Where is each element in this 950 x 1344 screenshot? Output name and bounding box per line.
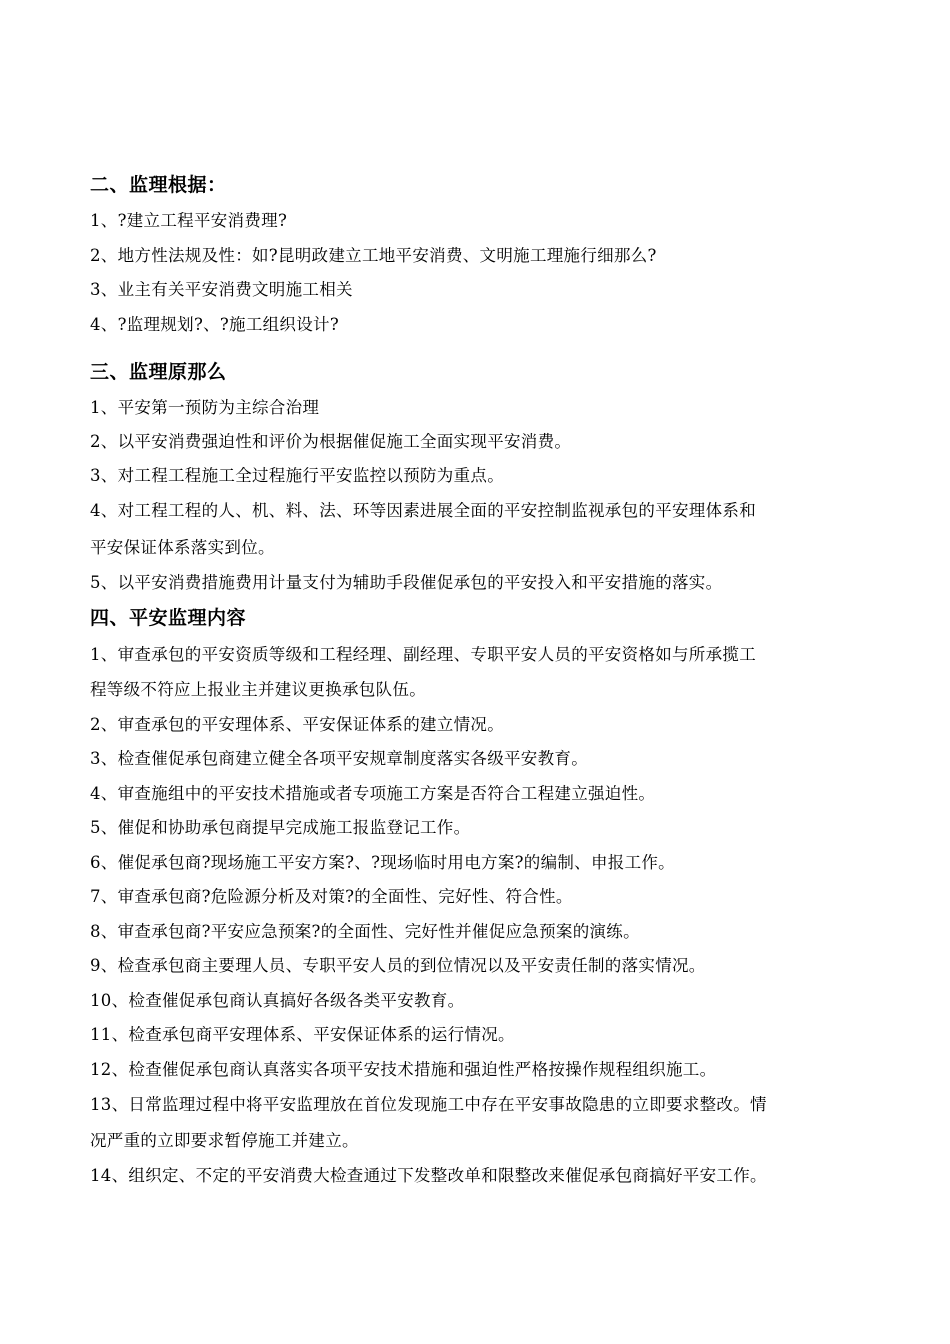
content-item-11: 11、检查承包商平安理体系、平安保证体系的运行情况。 bbox=[90, 1025, 515, 1044]
principle-item-2: 2、以平安消费强迫性和评价为根据催促施工全面实现平安消费。 bbox=[90, 432, 572, 451]
basis-item-2: 2、地方性法规及性：如?昆明政建立工地平安消费、文明施工理施行细那么? bbox=[90, 246, 657, 265]
content-item-7: 7、审查承包商?危险源分析及对策?的全面性、完好性、符合性。 bbox=[90, 887, 573, 906]
content-item-1: 1、审查承包的平安资质等级和工程经理、副经理、专职平安人员的平安资格如与所承揽工 bbox=[90, 645, 756, 664]
content-item-5: 5、催促和协助承包商提早完成施工报监登记工作。 bbox=[90, 818, 471, 837]
content-item-6: 6、催促承包商?现场施工平安方案?、?现场临时用电方案?的编制、申报工作。 bbox=[90, 853, 675, 872]
basis-item-1: 1、?建立工程平安消费理? bbox=[90, 211, 288, 230]
principle-item-3: 3、对工程工程施工全过程施行平安监控以预防为重点。 bbox=[90, 466, 504, 485]
basis-item-4: 4、?监理规划?、?施工组织设计? bbox=[90, 315, 339, 334]
section-heading-basis: 二、监理根据： bbox=[90, 174, 227, 196]
content-item-3: 3、检查催促承包商建立健全各项平安规章制度落实各级平安教育。 bbox=[90, 749, 588, 768]
content-item-8: 8、审查承包商?平安应急预案?的全面性、完好性并催促应急预案的演练。 bbox=[90, 922, 640, 941]
content-item-4: 4、审查施组中的平安技术措施或者专项施工方案是否符合工程建立强迫性。 bbox=[90, 784, 656, 803]
content-item-13-cont: 况严重的立即要求暂停施工并建立。 bbox=[90, 1131, 359, 1150]
content-item-14: 14、组织定、不定的平安消费大检查通过下发整改单和限整改来催促承包商搞好平安工作。 bbox=[90, 1166, 767, 1185]
principle-item-5: 5、以平安消费措施费用计量支付为辅助手段催促承包的平安投入和平安措施的落实。 bbox=[90, 573, 723, 592]
section-heading-content: 四、平安监理内容 bbox=[90, 607, 247, 629]
content-item-9: 9、检查承包商主要理人员、专职平安人员的到位情况以及平安责任制的落实情况。 bbox=[90, 956, 706, 975]
principle-item-1: 1、平安第一预防为主综合治理 bbox=[90, 398, 320, 417]
content-item-10: 10、检查催促承包商认真搞好各级各类平安教育。 bbox=[90, 991, 465, 1010]
principle-item-4-cont: 平安保证体系落实到位。 bbox=[90, 538, 275, 557]
principle-item-4: 4、对工程工程的人、机、料、法、环等因素进展全面的平安控制监视承包的平安理体系和 bbox=[90, 501, 756, 520]
basis-item-3: 3、业主有关平安消费文明施工相关 bbox=[90, 280, 353, 299]
section-heading-principles: 三、监理原那么 bbox=[90, 361, 227, 383]
content-item-2: 2、审查承包的平安理体系、平安保证体系的建立情况。 bbox=[90, 715, 504, 734]
content-item-12: 12、检查催促承包商认真落实各项平安技术措施和强迫性严格按操作规程组织施工。 bbox=[90, 1060, 717, 1079]
content-item-1-cont: 程等级不符应上报业主并建议更换承包队伍。 bbox=[90, 680, 426, 699]
content-item-13: 13、日常监理过程中将平安监理放在首位发现施工中存在平安事故隐患的立即要求整改。情 bbox=[90, 1095, 767, 1114]
